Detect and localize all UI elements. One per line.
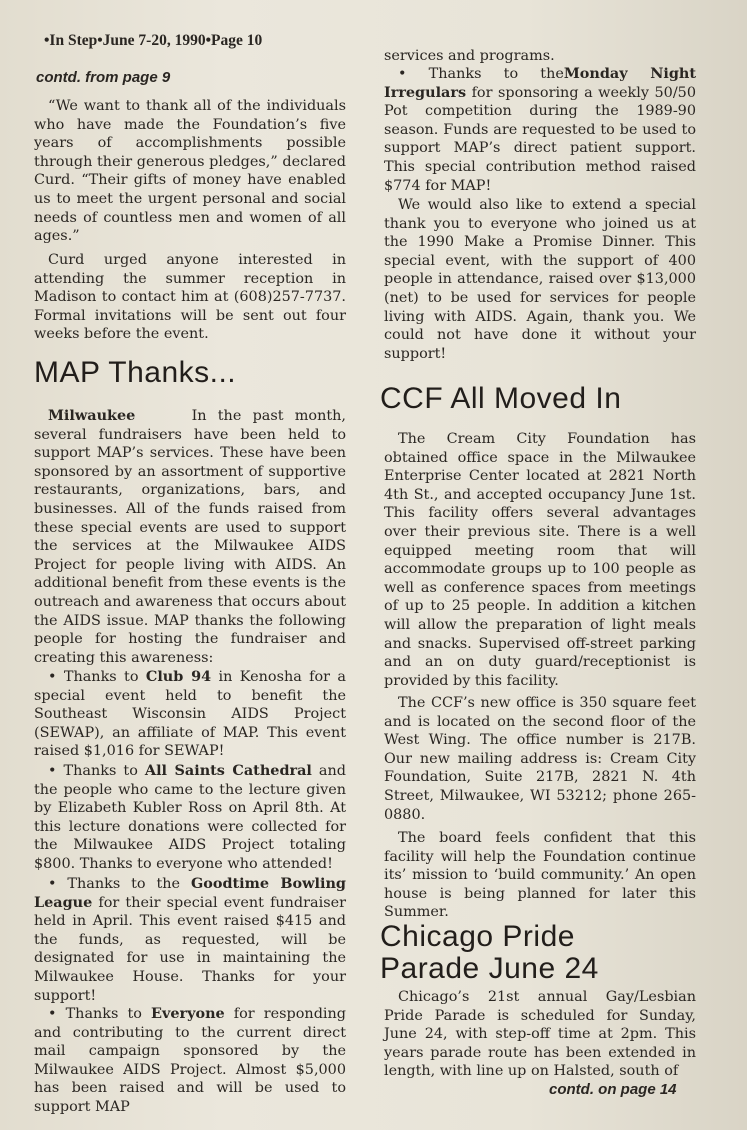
sponsor-name: All Saints Cathedral [144, 762, 312, 779]
bullet-text: for responding and contributing to the current direct mail campaign sponsored by the Milwaukee AIDS Project. Almost $5,000 has been raised and will be used to support MAP [34, 1006, 346, 1115]
direct-mail-paragraph [34, 1005, 346, 1117]
headline-line-2: Parade June 24 [380, 952, 599, 985]
curd-reception-paragraph: Curd urged anyone interested in attending the summer reception in Madison to contact him at (608)257-7737. Formal invitations will be sent out four weeks before the event. [34, 252, 346, 343]
bullet-lead: • Thanks to the [398, 66, 564, 82]
bullet-text: for sponsoring a weekly 50/50 Pot competition during the 1989-90 season. Funds are requested to be used to support MAP’s direct patient support. This special contribution method raised $774 for MAP! [384, 84, 696, 194]
club94-paragraph [34, 668, 346, 761]
bullet-lead: • Thanks to the [48, 876, 191, 892]
bullet-text: in Kenosha for a special event held to benefit the Southeast Wisconsin AIDS Project (SEWAP), an affiliate of MAP. This event raised $1,016 for SEWAP! [34, 669, 346, 760]
ccf-headline: CCF All Moved In [380, 382, 622, 415]
continued-on-label: contd. on page 14 [549, 1081, 677, 1098]
curd-quote-paragraph: “We want to thank all of the individuals who have made the Foundation’s five years of accomplishments possible through their generous pledges,” declared Curd. “Their gifts of money have enabled us to meet the urgent personal and social needs of countless men and women of all ages.” [34, 98, 346, 245]
all-saints-paragraph [34, 762, 346, 874]
sponsor-name: Everyone [151, 1005, 225, 1022]
monday-irregulars-paragraph [384, 65, 696, 195]
bullet-lead: • Thanks to [48, 1006, 152, 1022]
sponsor-name: Goodtime Bowling League [34, 875, 346, 911]
bowling-league-paragraph [34, 875, 346, 1005]
map-thanks-headline: MAP Thanks... [34, 356, 237, 389]
bullet-text: and the people who came to the lecture given by Elizabeth Kubler Ross on April 8th. At this lecture donations were collected for the Milwaukee AIDS Project totaling $800. Thanks to everyone who attended! [34, 763, 346, 872]
ccf-address-paragraph: The CCF’s new office is 350 square feet and is located on the second floor of the West Wing. The office number is 217B. Our new mailing address is: Cream City Foundation, Suite 217B, 2821 N. 4th Street, Milwaukee, WI 53212; phone 265-0880. [384, 695, 696, 823]
page-header: •In Step•June 7-20, 1990•Page 10 [44, 32, 263, 49]
continued-from-label: contd. from page 9 [36, 69, 171, 86]
ccf-office-paragraph: The Cream City Foundation has obtained office space in the Milwaukee Enterprise Center located at 2821 North 4th St., and accepted occupancy June 1st. This facility offers several advantages over their previous site. There is a well equipped meeting room that will accommodate groups up to 100 people as well as conference spaces from meetings of up to 25 people. In addition a kitchen will allow the preparation of light meals and snacks. Supervised off-street parking and an on duty guard/receptionist is provided by this facility. [384, 431, 696, 689]
sponsor-name: Monday Night Irregulars [384, 65, 697, 101]
map-intro-paragraph [34, 407, 346, 667]
bullet-text: for their special event fundraiser held in April. This event raised $415 and the funds, as requested, will be designated for use in maintaining the Milwaukee House. Thanks for your support! [34, 894, 346, 1004]
bullet-lead: • Thanks to [48, 669, 146, 685]
headline-line-1: Chicago Pride [380, 920, 575, 953]
continued-text: services and programs. [384, 48, 555, 64]
chicago-parade-paragraph: Chicago’s 21st annual Gay/Lesbian Pride Parade is scheduled for Sunday, June 24, with step-off time at 2pm. This years parade route has been extended in length, with line up on Halsted, south of [384, 989, 696, 1080]
ccf-mission-paragraph: The board feels confident that this facility will help the Foundation continue its’ mission to ‘build community.’ An open house is being planned for later this Summer. [384, 830, 696, 921]
sponsor-name: Club 94 [145, 668, 212, 685]
dinner-thanks-paragraph: We would also like to extend a special thank you to everyone who joined us at the 1990 Make a Promise Dinner. This special event, with the support of 400 people in attendance, raised over $13,000 (net) to be used for services for people living with AIDS. Again, thank you. We could not have done it without your support! [384, 197, 696, 362]
map-intro-text: In the past month, several fundraisers have been held to support MAP’s services. These have been sponsored by an assortment of supportive restaurants, organizations, bars, and businesses. All of the funds raised from these special events are used to support the services at the Milwaukee AIDS Project for people living with AIDS. An additional benefit from these events is the outreach and awareness that occurs about the AIDS issue. MAP thanks the following people for hosting the fundraiser and creating this awareness: [34, 408, 346, 666]
dateline-city: Milwaukee [48, 407, 136, 424]
chicago-pride-headline [380, 921, 599, 985]
bullet-lead: • Thanks to [48, 763, 145, 779]
